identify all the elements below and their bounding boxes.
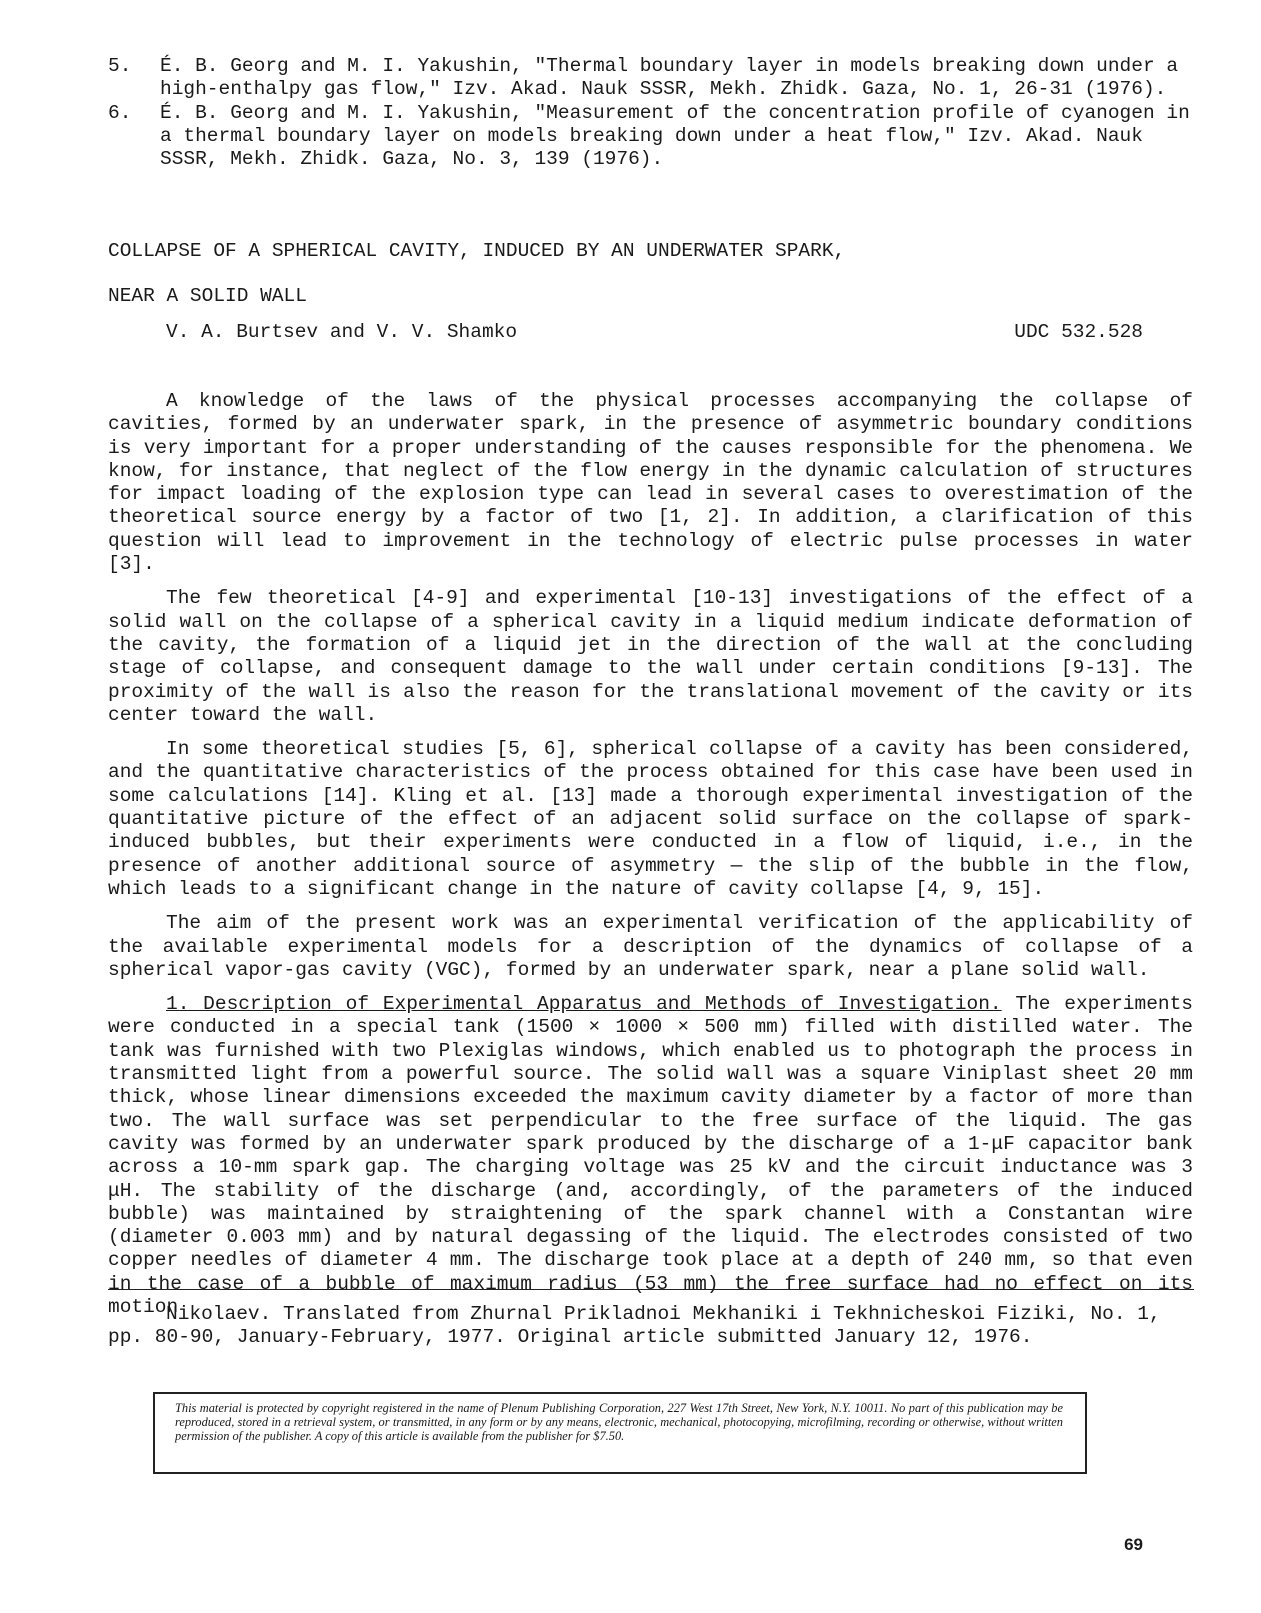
- body-paragraph-2: The few theoretical [4-9] and experimental [10-13] investigations of the effect of a solid wall on the collapse of a spherical cavity in a liquid medium indicate deformation of the cavity, the formation of a liquid jet in the direction of the wall at the concluding stage of collapse, and consequent damage to the wall under certain conditions [9-13]. The proximity of the wall is also the reason for the translational movement of the cavity or its center toward the wall.: [108, 587, 1193, 726]
- body-paragraph-4: The aim of the present work was an experimental verification of the applicability of the available experimental models for a description of the dynamics of collapse of a spherical vapor-gas cavity (VGC), formed by an underwater spark, near a plane solid wall.: [108, 912, 1193, 981]
- article-title: [108, 240, 1108, 308]
- article-title-line-1: COLLAPSE OF A SPHERICAL CAVITY, INDUCED BY AN UNDERWATER SPARK,: [108, 240, 846, 262]
- article-title-line-2: NEAR A SOLID WALL: [108, 285, 307, 307]
- translation-footnote: Nikolaev. Translated from Zhurnal Prikladnoi Mekhaniki i Tekhnicheskoi Fiziki, No. 1, pp. 80-90, January-February, 1977. Original article submitted January 12, 1976.: [108, 1303, 1161, 1349]
- copyright-notice-text: This material is protected by copyright registered in the name of Plenum Publishing Corporation, 227 West 17th Street, New York, N.Y. 10011. No part of this publication may be reproduced, stored in a retrieval system, or transmitted, in any form or by any means, electronic, mechanical, photocopying, microfilming, recording or otherwise, without written permission of the publisher. A copy of this article is available from the publisher for $7.50.: [175, 1401, 1063, 1444]
- copyright-notice-box: [153, 1392, 1087, 1474]
- reference-item: [108, 55, 1198, 102]
- section-1-text: The experiments were conducted in a special tank (1500 × 1000 × 500 mm) filled with distilled water. The tank was furnished with two Plexiglas windows, which enabled us to photograph the process in transmitted light from a powerful source. The solid wall was a square Viniplast sheet 20 mm thick, whose linear dimensions exceeded the maximum cavity diameter by a factor of more than two. The wall surface was set perpendicular to the free surface of the liquid. The gas cavity was formed by an underwater spark produced by the discharge of a 1-μF capacitor bank across a 10-mm spark gap. The charging voltage was 25 kV and the circuit inductance was 3 μH. The stability of the discharge (and, accordingly, of the parameters of the induced bubble) was maintained by straightening of the spark channel with a Constantan wire (diameter 0.003 mm) and by natural degassing of the liquid. The electrodes consisted of two copper needles of diameter 4 mm. The discharge took place at a depth of 240 mm, so that even in the case of a bubble of maximum radius (53 mm) the free surface had no effect on its motion: [108, 993, 1193, 1318]
- page-number: 69: [1124, 1535, 1143, 1554]
- reference-text: É. B. Georg and M. I. Yakushin, "Measurement of the concentration profile of cyanogen in a thermal boundary layer on models breaking down under a heat flow," Izv. Akad. Nauk SSSR, Mekh. Zhidk. Gaza, No. 3, 139 (1976).: [160, 101, 1190, 171]
- body-paragraph-1: A knowledge of the laws of the physical processes accompanying the collapse of cavities, formed by an underwater spark, in the presence of asymmetric boundary conditions is very important for a proper understanding of the causes responsible for the phenomena. We know, for instance, that neglect of the flow energy in the dynamic calculation of structures for impact loading of the explosion type can lead in several cases to overestimation of the theoretical source energy by a factor of two [1, 2]. In addition, a clarification of this question will lead to improvement in the technology of electric pulse processes in water [3].: [108, 390, 1193, 576]
- reference-text: É. B. Georg and M. I. Yakushin, "Thermal boundary layer in models breaking down under a high-enthalpy gas flow," Izv. Akad. Nauk SSSR, Mekh. Zhidk. Gaza, No. 1, 26-31 (1976).: [160, 55, 1179, 101]
- udc-code: UDC 532.528: [1014, 321, 1143, 343]
- section-1-heading: 1. Description of Experimental Apparatus and Methods of Investigation.: [166, 993, 1002, 1016]
- reference-number: 6.: [108, 101, 132, 124]
- reference-number: 5.: [108, 55, 132, 77]
- footnote-divider: [108, 1289, 1194, 1290]
- article-authors: V. A. Burtsev and V. V. Shamko: [166, 321, 518, 343]
- reference-list: [108, 55, 1198, 171]
- reference-item: [108, 102, 1198, 172]
- article-body: [108, 390, 1193, 1330]
- body-paragraph-3: In some theoretical studies [5, 6], spherical collapse of a cavity has been considered, and the quantitative characteristics of the process obtained for this case have been used in some calculations [14]. Kling et al. [13] made a thorough experimental investigation of the quantitative picture of the effect of an adjacent solid surface on the collapse of spark-induced bubbles, but their experiments were conducted in a flow of liquid, i.e., in the presence of another additional source of asymmetry — the slip of the bubble in the flow, which leads to a significant change in the nature of cavity collapse [4, 9, 15].: [108, 738, 1193, 900]
- section-1-paragraph: [108, 993, 1193, 1319]
